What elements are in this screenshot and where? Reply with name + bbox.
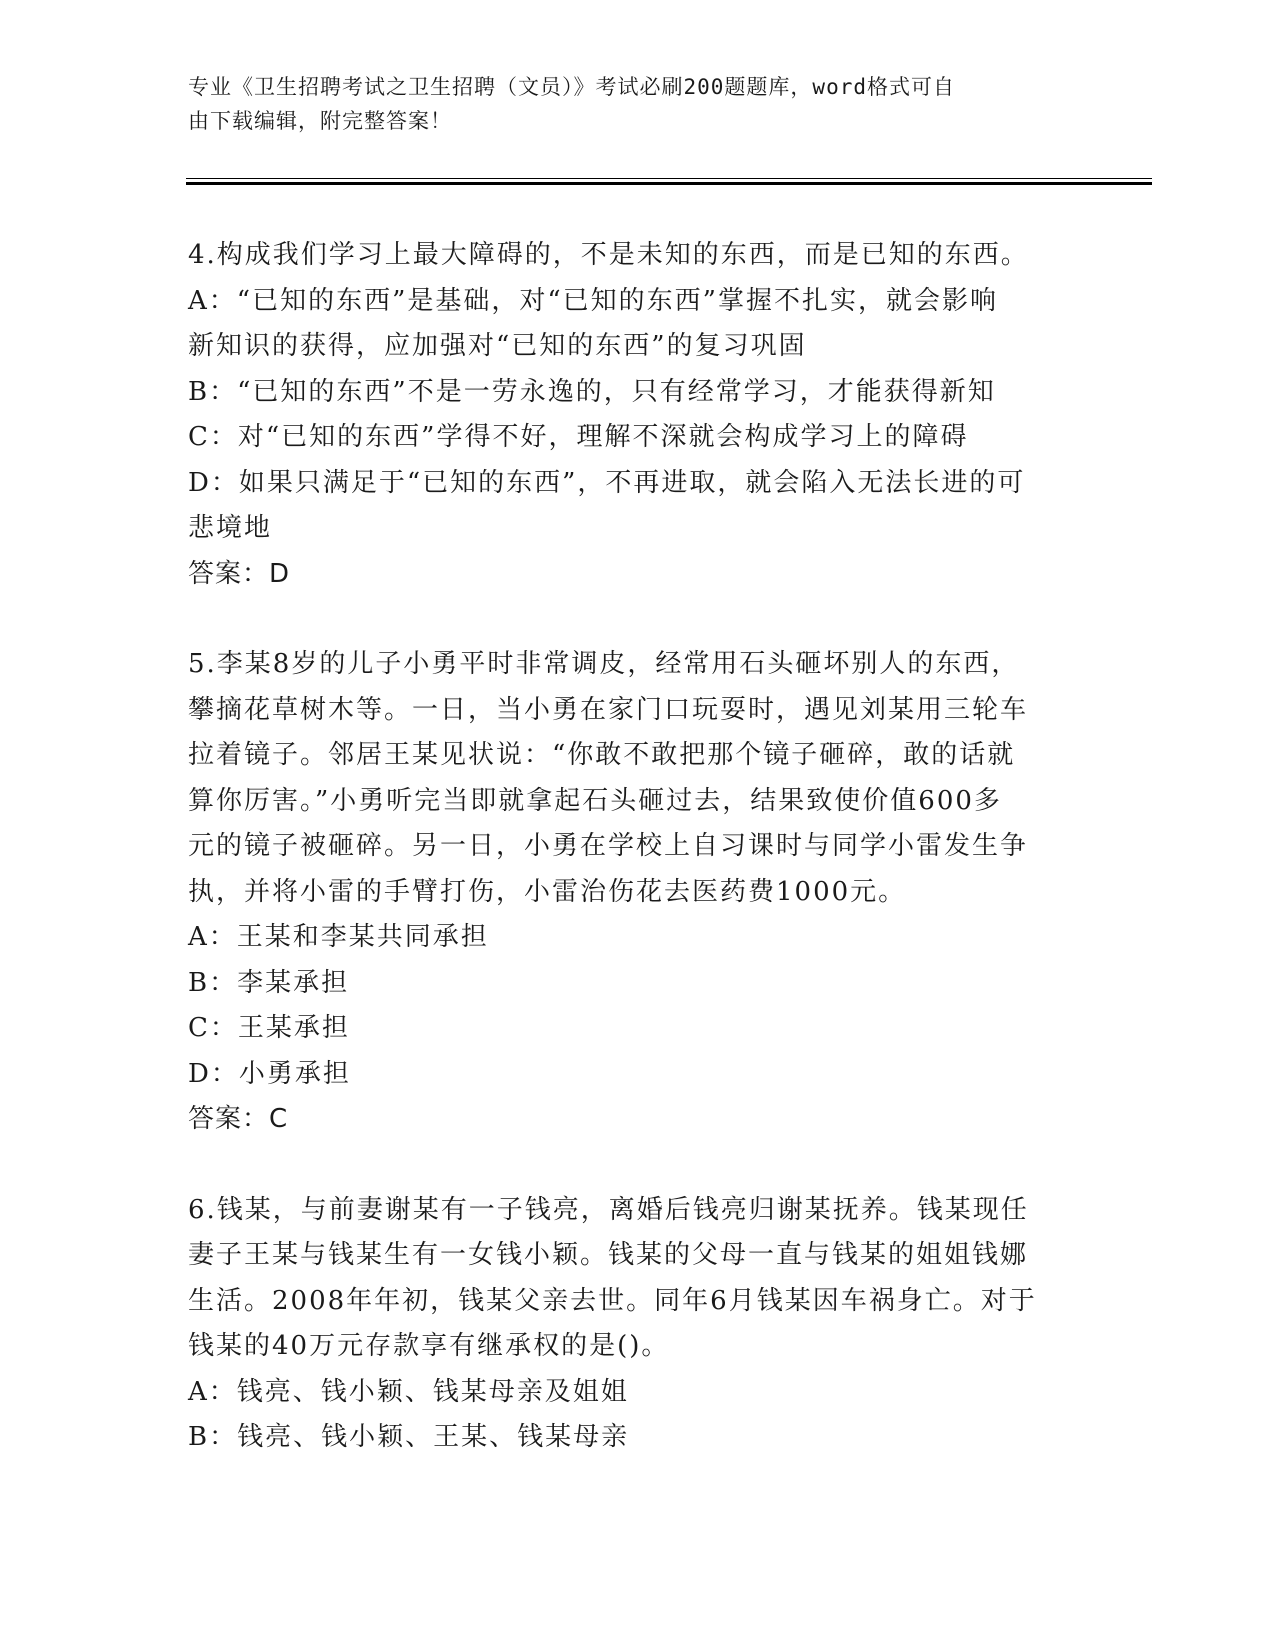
question-line: 攀摘花草树木等。一日，当小勇在家门口玩耍时，遇见刘某用三轮车	[188, 694, 1029, 725]
question-line: 悲境地	[188, 513, 273, 543]
question-line: D：如果只满足于“已知的东西”，不再进取，就会陷入无法长进的可	[188, 467, 1026, 498]
question-line: C：对“已知的东西”学得不好，理解不深就会构成学习上的障碍	[188, 422, 969, 452]
answer-line: 答案：D	[188, 558, 291, 589]
header-rule-thick	[186, 182, 1152, 185]
question-5	[188, 642, 1088, 1143]
question-line: B：李某承担	[188, 967, 350, 998]
question-line: 生活。2008年年初，钱某父亲去世。同年6月钱某因车祸身亡。对于	[188, 1285, 1037, 1316]
question-6	[188, 1188, 1088, 1461]
document-header	[188, 70, 1088, 138]
header-text	[188, 70, 1068, 138]
header-line-2: 由下载编辑，附完整答案！	[188, 109, 452, 133]
document-body	[188, 233, 1088, 1461]
question-line: 妻子王某与钱某生有一女钱小颖。钱某的父母一直与钱某的姐姐钱娜	[188, 1240, 1029, 1270]
question-line: B：“已知的东西”不是一劳永逸的，只有经常学习，才能获得新知	[188, 376, 996, 407]
question-line: A：钱亮、钱小颖、钱某母亲及姐姐	[188, 1376, 629, 1407]
question-line: 钱某的40万元存款享有继承权的是()。	[188, 1331, 670, 1361]
header-line-1: 专业《卫生招聘考试之卫生招聘（文员）》考试必刷200题题库，word格式可自	[188, 75, 955, 99]
question-line: A：“已知的东西”是基础，对“已知的东西”掌握不扎实，就会影响	[188, 285, 998, 316]
question-line: 元的镜子被砸碎。另一日，小勇在学校上自习课时与同学小雷发生争	[188, 831, 1029, 861]
question-line: A：王某和李某共同承担	[188, 922, 489, 952]
question-line: 拉着镜子。邻居王某见状说：“你敢不敢把那个镜子砸碎，敢的话就	[188, 740, 1016, 770]
question-4	[188, 233, 1088, 597]
question-line: 新知识的获得，应加强对“已知的东西”的复习巩固	[188, 331, 807, 361]
question-line: 执，并将小雷的手臂打伤，小雷治伤花去医药费1000元。	[188, 876, 907, 907]
answer-line: 答案：C	[188, 1104, 289, 1134]
spacer	[188, 597, 1088, 642]
question-line: 6.钱某，与前妻谢某有一子钱亮，离婚后钱亮归谢某抚养。钱某现任	[188, 1194, 1029, 1225]
question-line: C：王某承担	[188, 1013, 350, 1043]
spacer	[188, 1143, 1088, 1188]
header-rule-thin	[186, 178, 1152, 179]
question-line: 5.李某8岁的儿子小勇平时非常调皮，经常用石头砸坏别人的东西，	[188, 649, 1020, 679]
question-line: 算你厉害。”小勇听完当即就拿起石头砸过去，结果致使价值600多	[188, 785, 1002, 816]
question-line: B：钱亮、钱小颖、王某、钱某母亲	[188, 1422, 630, 1452]
question-line: D：小勇承担	[188, 1058, 351, 1089]
question-line: 4.构成我们学习上最大障碍的，不是未知的东西，而是已知的东西。	[188, 240, 1029, 270]
